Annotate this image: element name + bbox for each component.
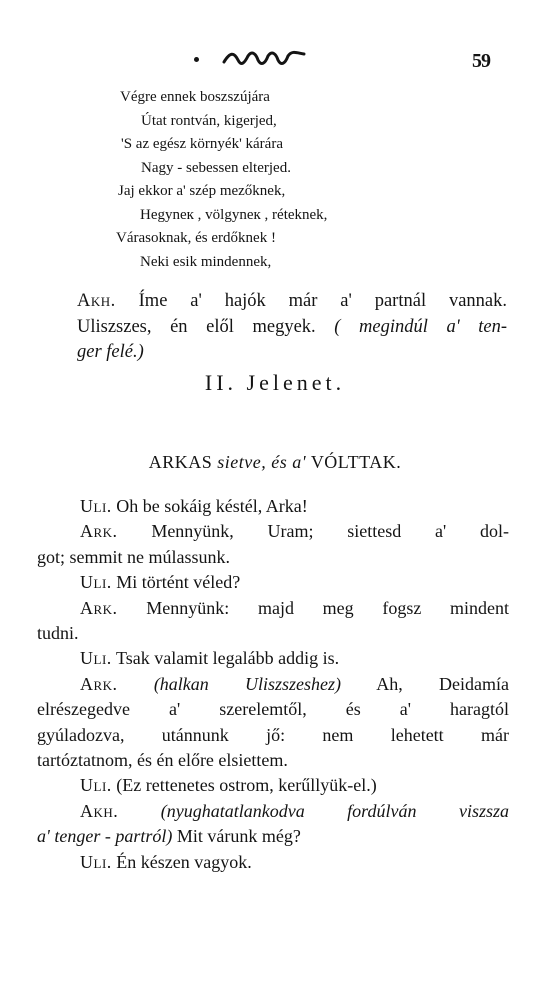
speech-text: Ah, Deidamía [376, 673, 510, 694]
dialogue-continuation: tudni. [37, 623, 79, 644]
page-number: 59 [472, 50, 490, 72]
speech-text: Mit várunk még? [176, 826, 301, 847]
verse-line: Útat rontván, kigerjed, [141, 112, 277, 129]
scene-cast [0, 452, 550, 473]
speaker-name: Ark. [80, 597, 118, 618]
stage-direction: (halkan Uliszszeshez) [153, 673, 342, 694]
cast-rest: VÓLTTAK. [310, 452, 402, 472]
verse-line: Várasoknak, és erdőknek ! [116, 230, 276, 246]
dialogue-continuation [37, 824, 509, 849]
speech-text: Tsak valamit legalább addig is. [115, 648, 340, 669]
speech-text: Oh be sokáig késtél, Arka! [116, 496, 308, 516]
speech-text: Uliszszes, én elől megyek. [77, 316, 316, 337]
verse-line: Nagy - sebessen elterjed. [141, 159, 291, 176]
verse-stanza-1 [120, 86, 291, 180]
dialogue-line [77, 646, 509, 671]
speaker-name: Akh. [77, 291, 116, 311]
speech-text: (Ez rettenetes ostrom, kerűllyük-el.) [116, 775, 377, 796]
dialogue-line [77, 850, 509, 875]
speech-text: Mennyünk, Uram; siettesd a' dol- [151, 521, 509, 542]
prose-line [77, 289, 507, 315]
speaker-name: Uli. [80, 775, 112, 796]
speaker-name: Uli. [80, 648, 112, 669]
dialogue-line [77, 519, 509, 544]
speaker-name: Akh. [80, 800, 119, 821]
dialogue-line [77, 570, 509, 595]
scene-heading: II. Jelenet. [204, 370, 346, 395]
dialogue-line [77, 596, 509, 621]
stage-direction: a' tenger - partról) [37, 826, 173, 847]
prose-line [77, 315, 507, 341]
verse-line: Jaj ekkor a' szép mezőknek, [118, 183, 286, 199]
prose-speech [77, 289, 507, 366]
header-ornament [222, 50, 306, 68]
stage-direction: (nyughatatlankodva fordúlván viszsza [160, 800, 509, 821]
speaker-name: Uli. [80, 496, 112, 516]
speaker-name: Uli. [80, 851, 112, 872]
dialogue-line [77, 773, 509, 798]
speech-text: Mi történt véled? [116, 572, 241, 593]
speaker-name: Uli. [80, 572, 112, 593]
cast-name: ARKAS [148, 452, 213, 472]
dialogue-line [77, 494, 509, 519]
verse-line: 'S az egész környék' kárára [121, 136, 283, 152]
dialogue [37, 494, 510, 875]
stage-direction: sietve, és a' [217, 452, 307, 472]
stage-direction: ( megindúl a' ten- [334, 316, 507, 337]
header-dot [194, 57, 199, 62]
dialogue-continuation: got; semmit ne múlassunk. [37, 546, 230, 567]
dialogue-line [77, 799, 509, 824]
dialogue-continuation: gyúladozva, utánnunk jő: nem lehetett már [37, 724, 509, 745]
dialogue-line [77, 672, 509, 697]
dialogue-continuation: tartóztatnom, és én előre elsiettem. [37, 750, 288, 771]
stage-direction: ger felé.) [77, 342, 144, 362]
verse-stanza-2 [116, 180, 328, 274]
verse-line: Neki esik mindennek, [140, 253, 272, 270]
verse-line: Hegyneк , völgyneк , réteknek, [140, 206, 328, 223]
speech-text: Íme a' hajók már a' partnál vannak. [138, 291, 508, 311]
speaker-name: Ark. [80, 673, 118, 694]
dialogue-continuation: elrészegedve a' szerelemtől, és a' haragtól [37, 699, 509, 720]
speaker-name: Ark. [80, 521, 118, 542]
speech-text: Én készen vagyok. [116, 851, 252, 872]
verse-line: Végre ennek boszszújára [120, 89, 270, 105]
speech-text: Mennyünk: majd meg fogsz mindent [146, 597, 509, 618]
